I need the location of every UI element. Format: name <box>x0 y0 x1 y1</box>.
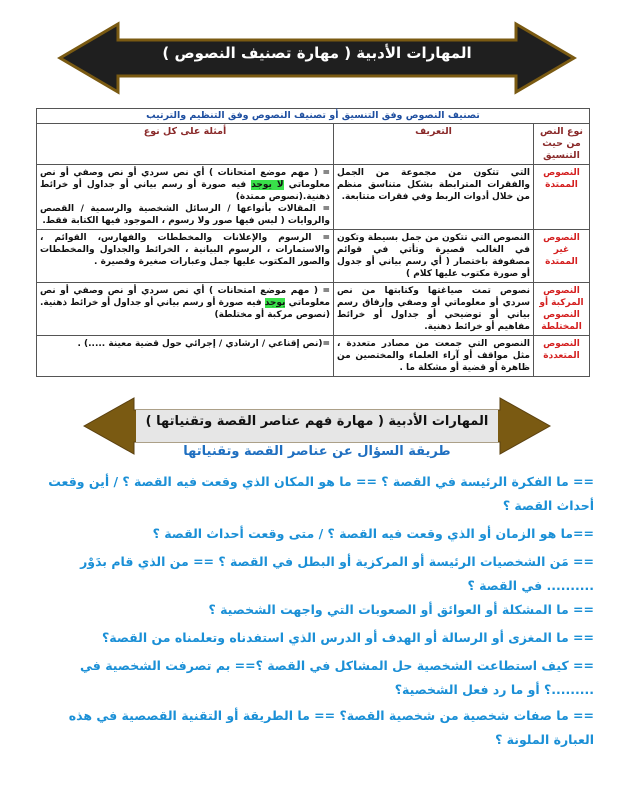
table-caption: تصنيف النصوص وفق التنسيق أو تصنيف النصوص وفق التنظيم والترتيب <box>37 109 590 124</box>
row-definition: نصوص تمت صياغتها وكتابتها من نص سردي أو معلوماتي أو وصفي وإرفاق رسم بياني أو توضيحي أو جداول أو خرائط مفاهيم أو خرائط ذهنية. <box>334 283 534 336</box>
table-row <box>37 336 590 377</box>
question-item: == كيف استطاعت الشخصية حل المشاكل في القصة ؟== بم تصرفت الشخصية في .........؟ أو ما رد فعل الشخصية؟ <box>80 658 594 697</box>
example-text: = المقالات بأنواعها / الرسائل الشخصية والرسمية / القصص والروايات ( ليس فيها صور ولا رسوم ، الموجود فيها الكتابة فقط. <box>40 204 330 226</box>
question-item: == ما صفات شخصية من شخصية القصة؟ == ما الطريقة أو التقنية القصصية في هذه العبارة الملونة ؟ <box>68 708 594 747</box>
question-item: == مَن الشخصيات الرئيسة أو المركزية أو البطل في القصة ؟ == من الذي قام بدَوْر .......... في القصة ؟ <box>80 554 594 593</box>
row-examples <box>37 283 334 336</box>
row-type: النصوص غير الممتدة <box>534 230 590 283</box>
example-text: = ( مهم موضع امتحانات ) أي نص سردي أو نص وصفي أو نص معلوماتي <box>40 286 330 308</box>
banner-1-title: المهارات الأدبية ( مهارة تصنيف النصوص ) <box>162 44 472 62</box>
question-item: ==ما هو الزمان أو الذي وقعت فيه القصة ؟ / متى وقعت أحداث القصة ؟ <box>152 526 594 541</box>
banner-2-title: المهارات الأدبية ( مهارة فهم عناصر القصة وتقنياتها ) <box>145 414 489 429</box>
row-examples <box>37 336 334 377</box>
table-caption-row <box>37 109 590 124</box>
table-row <box>37 230 590 283</box>
question-item: == ما المشكلة أو العوائق أو الصعوبات التي واجهت الشخصية ؟ <box>208 602 594 617</box>
questions-title: طريقة السؤال عن عناصر القصة وتقنياتها <box>183 444 451 459</box>
row-type: النصوص المركبة أو النصوص المختلطة <box>534 283 590 336</box>
example-text: =(نص إقناعي / ارشادي / إجرائي حول قضية معينة .....) . <box>77 339 330 349</box>
header-examples: أمثلة على كل نوع <box>37 124 334 165</box>
row-examples <box>37 230 334 283</box>
row-definition: النصوص التي تتكون من جمل بسيطة وتكون في الغالب قصيرة وتأتي في قوائم مصفوفة باختصار ( أي رسم بياني أو جدول أو صورة مكتوب عليها كلام ) <box>334 230 534 283</box>
section-banner-1 <box>0 18 634 98</box>
table-row <box>37 283 590 336</box>
row-type: النصوص الممتدة <box>534 165 590 230</box>
table-row <box>37 165 590 230</box>
row-definition: التي تتكون من مجموعة من الجمل والفقرات المترابطة بشكل متناسق منظم من خلال أدوات الربط وفي فقرات متتابعة. <box>334 165 534 230</box>
row-examples <box>37 165 334 230</box>
example-text: فيه صورة أو رسم بياني أو جداول أو خرائط ذهنية.(نصوص مركبة أو مختلطة) <box>40 298 330 320</box>
table-header-row <box>37 124 590 165</box>
text-classification-table <box>36 108 590 377</box>
example-text: فيه صورة أو رسم بياني أو جداول أو خرائط ذهنية.(نصوص ممتدة) <box>40 180 330 202</box>
question-item: == ما الفكرة الرئيسة في القصة ؟ == ما هو المكان الذي وقعت فيه القصة ؟ / أين وقعت أحداث القصة ؟ <box>48 474 594 513</box>
highlighted-text: لا يوجد <box>251 180 284 190</box>
header-definition: التعريف <box>334 124 534 165</box>
header-type: نوع النص من حيث التنسيق <box>534 124 590 165</box>
row-definition: النصوص التي جمعت من مصادر متعددة ، مثل مواقف أو آراء العلماء والمختصين من ظاهرة أو قضية أو مشكلة ما . <box>334 336 534 377</box>
row-type: النصوص المتعددة <box>534 336 590 377</box>
example-text: = ( مهم موضع امتحانات ) أي نص سردي أو نص وصفي أو نص معلوماتي <box>40 168 330 190</box>
question-item: == ما المغزى أو الرسالة أو الهدف أو الدرس الذي استفدناه وتعلمناه من القصة؟ <box>102 630 594 645</box>
highlighted-text: يوجد <box>264 298 286 308</box>
example-text: = الرسوم والإعلانات والمخططات والفهارس، القوائم ، والاستمارات ، الرسوم البيانية ، الخرائط والجداول والمخططات والصور المكتوب عليها جمل وعبارات صغيرة وقصيرة . <box>40 233 330 267</box>
